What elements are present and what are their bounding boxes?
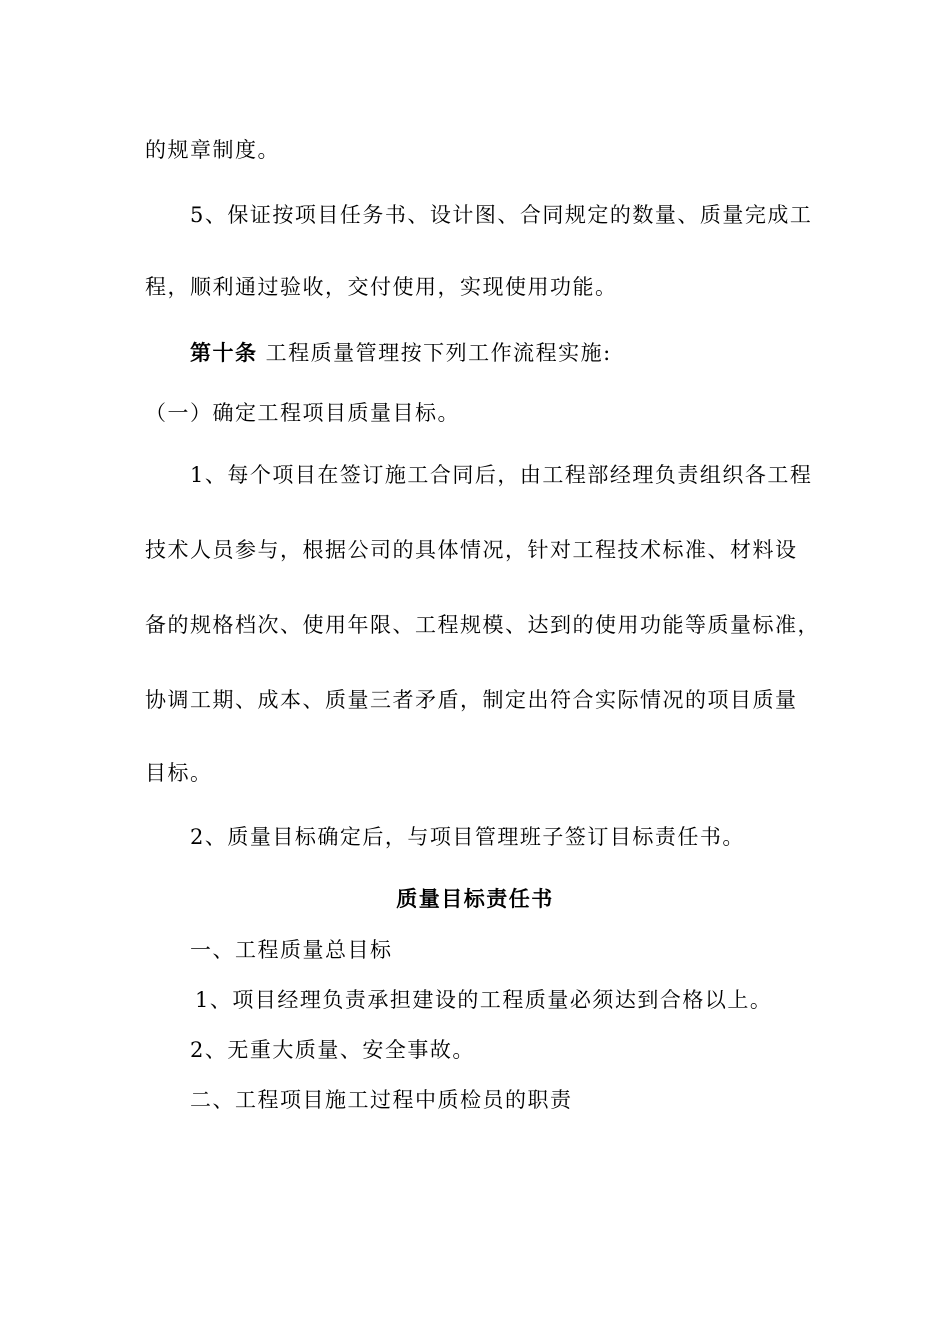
text-line: 目标。 <box>145 761 213 785</box>
text-line: 备的规格档次、使用年限、工程规模、达到的使用功能等质量标准， <box>145 613 820 637</box>
text-line: 的规章制度。 <box>145 138 280 162</box>
text-line: 1、每个项目在签订施工合同后，由工程部经理负责组织各工程 <box>190 463 813 487</box>
subsection-heading: 二、工程项目施工过程中质检员的职责 <box>190 1088 573 1112</box>
article-heading <box>190 338 612 368</box>
article-number: 第十条 <box>190 340 258 365</box>
text-line: 协调工期、成本、质量三者矛盾，制定出符合实际情况的项目质量 <box>145 688 798 712</box>
text-line: 程，顺利通过验收，交付使用，实现使用功能。 <box>145 275 618 299</box>
document-subtitle: 质量目标责任书 <box>396 886 554 911</box>
section-heading: （一）确定工程项目质量目标。 <box>145 401 460 425</box>
text-line: 5、保证按项目任务书、设计图、合同规定的数量、质量完成工 <box>190 203 813 227</box>
subsection-heading: 一、工程质量总目标 <box>190 938 393 962</box>
text-line: 2、质量目标确定后，与项目管理班子签订目标责任书。 <box>190 825 745 849</box>
article-heading-text: 工程质量管理按下列工作流程实施: <box>257 341 612 365</box>
text-line: 1、项目经理负责承担建设的工程质量必须达到合格以上。 <box>195 988 773 1012</box>
text-line: 技术人员参与，根据公司的具体情况，针对工程技术标准、材料设 <box>145 538 798 562</box>
text-line: 2、无重大质量、安全事故。 <box>190 1038 475 1062</box>
